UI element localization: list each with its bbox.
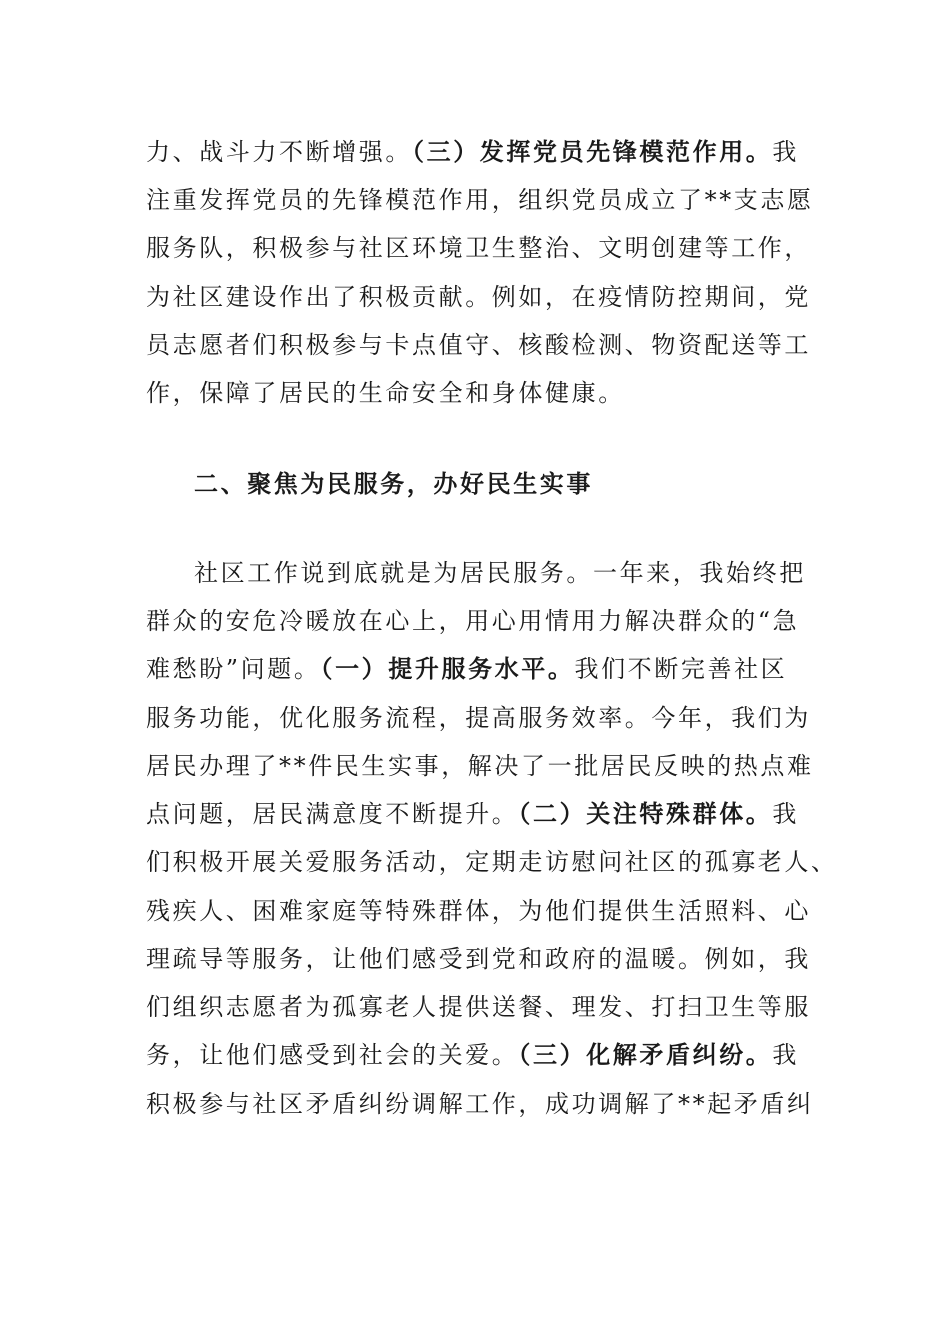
body-text: 残疾人、困难家庭等特殊群体，为他们提供生活照料、心 xyxy=(146,897,811,925)
body-text: 积极参与社区矛盾纠纷调解工作，成功调解了**起矛盾纠 xyxy=(146,1090,814,1118)
body-text: 我 xyxy=(772,800,800,828)
body-text: 服务队，积极参与社区环境卫生整治、文明创建等工作， xyxy=(146,234,811,262)
body-text: 社区工作说到底就是为居民服务。一年来，我始终把 xyxy=(194,559,806,587)
body-text: 注重发挥党员的先锋模范作用，组织党员成立了**支志愿 xyxy=(146,186,814,214)
body-text: 难愁盼”问题。 xyxy=(146,655,321,683)
body-text: 我 xyxy=(772,1041,800,1069)
text-line xyxy=(146,601,800,641)
text-line xyxy=(146,373,796,413)
body-text: 为社区建设作出了积极贡献。例如，在疫情防控期间，党 xyxy=(146,283,811,311)
body-text: 我 xyxy=(772,138,800,166)
text-line xyxy=(146,277,811,317)
text-line xyxy=(146,698,811,738)
text-line xyxy=(146,939,811,979)
bold-heading-text: （一）提升服务水平。 xyxy=(320,654,575,683)
body-text: 服务功能，优化服务流程，提高服务效率。今年，我们为 xyxy=(146,704,811,732)
text-line xyxy=(146,746,814,786)
body-text: 们积极开展关爱服务活动，定期走访慰问社区的孤寡老人、 xyxy=(146,848,838,876)
section-heading-2: 二、聚焦为民服务，办好民生实事 xyxy=(194,469,593,498)
bold-heading-text: （三）发挥党员先锋模范作用。 xyxy=(412,137,773,166)
text-line xyxy=(146,794,800,834)
body-text: 理疏导等服务，让他们感受到党和政府的温暖。例如，我 xyxy=(146,945,811,973)
body-text: 们组织志愿者为孤寡老人提供送餐、理发、打扫卫生等服 xyxy=(146,993,811,1021)
text-line xyxy=(194,553,844,593)
text-line xyxy=(146,1084,814,1124)
body-text: 群众的安危冷暖放在心上，用心用情用力解决群众的“急 xyxy=(146,607,800,635)
bold-heading-text: （二）关注特殊群体。 xyxy=(518,799,773,828)
bold-heading-text: （三）化解矛盾纠纷。 xyxy=(518,1040,773,1069)
text-line xyxy=(146,228,811,268)
body-text: 我们不断完善社区 xyxy=(574,655,788,683)
body-text: 作，保障了居民的生命安全和身体健康。 xyxy=(146,379,625,407)
body-text: 员志愿者们积极参与卡点值守、核酸检测、物资配送等工 xyxy=(146,331,811,359)
text-line xyxy=(146,987,811,1027)
text-line xyxy=(146,842,838,882)
body-text: 力、战斗力不断增强。 xyxy=(146,138,412,166)
text-line xyxy=(146,1035,800,1075)
text-line xyxy=(146,180,814,220)
text-line xyxy=(146,132,800,172)
text-line xyxy=(146,891,811,931)
body-text: 点问题，居民满意度不断提升。 xyxy=(146,800,519,828)
text-line xyxy=(146,649,796,689)
body-text: 务，让他们感受到社会的关爱。 xyxy=(146,1041,519,1069)
text-line xyxy=(146,325,811,365)
body-text: 居民办理了**件民生实事，解决了一批居民反映的热点难 xyxy=(146,752,814,780)
